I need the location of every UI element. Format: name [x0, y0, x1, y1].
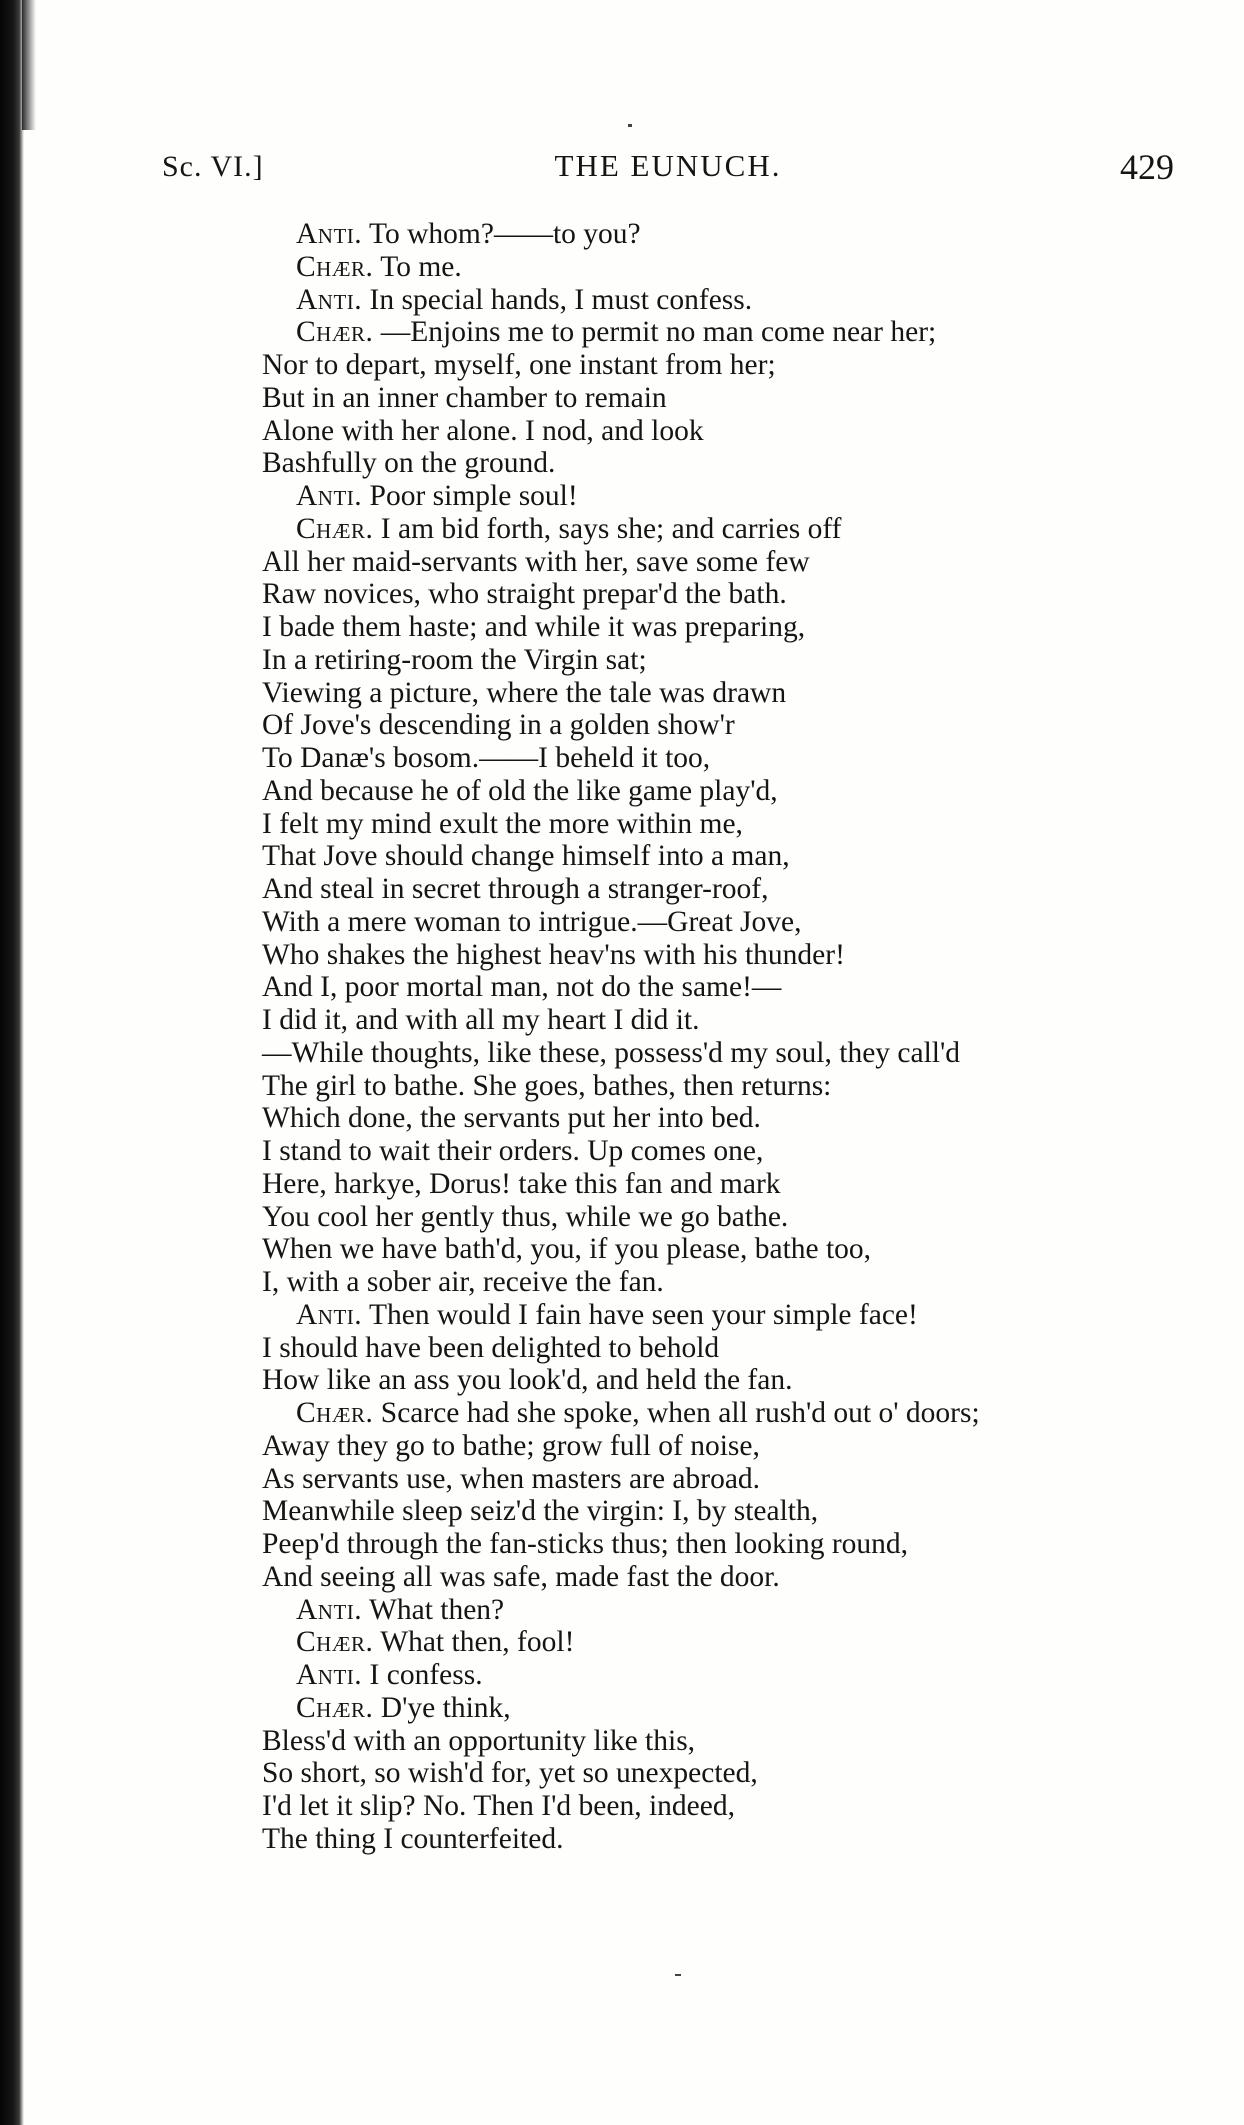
line-text: Which done, the servants put her into bed. [262, 1102, 761, 1135]
line-text: And I, poor mortal man, not do the same!— [262, 971, 782, 1004]
speaker-name: Chær. [296, 250, 374, 283]
speaker-name: Chær. [296, 1626, 374, 1659]
verse-line [262, 1070, 1202, 1103]
verse-line [262, 1299, 1202, 1332]
line-text: The girl to bathe. She goes, bathes, then returns: [262, 1069, 832, 1102]
play-text [262, 218, 1202, 1856]
speaker-name: Anti. [296, 480, 363, 512]
speaker-name: Anti. [296, 1593, 363, 1626]
verse-line [262, 1004, 1202, 1037]
line-text: I'd let it slip? No. Then I'd been, indeed, [262, 1790, 735, 1822]
line-text: —Enjoins me to permit no man come near her; [373, 316, 937, 349]
verse-line [262, 1626, 1202, 1659]
page-number: 429 [1120, 147, 1174, 187]
running-title: THE EUNUCH. [554, 148, 782, 183]
line-text: Raw novices, who straight prepar'd the bath. [262, 578, 787, 611]
line-text: And because he of old the like game play'd, [262, 774, 778, 807]
line-text: You cool her gently thus, while we go bathe. [262, 1200, 789, 1233]
line-text: When we have bath'd, you, if you please, bathe too, [262, 1233, 872, 1266]
verse-line [262, 840, 1202, 873]
book-binding-edge [0, 0, 24, 2125]
line-text: Peep'd through the fan-sticks thus; then looking round, [262, 1528, 909, 1560]
line-text: I stand to wait their orders. Up comes one, [262, 1135, 764, 1167]
line-text: Of Jove's descending in a golden show'r [262, 709, 735, 742]
verse-line [262, 578, 1202, 611]
print-speck [628, 124, 632, 127]
line-text: I bade them haste; and while it was preparing, [262, 611, 806, 643]
line-text: All her maid-servants with her, save some few [262, 545, 810, 578]
verse-line [262, 1659, 1202, 1692]
speaker-name: Anti. [296, 283, 363, 316]
verse-line [262, 939, 1202, 972]
line-text: Alone with her alone. I nod, and look [262, 414, 704, 447]
verse-line [262, 677, 1202, 710]
speaker-name: Chær. [296, 316, 374, 349]
speaker-name: Chær. [296, 1397, 374, 1429]
verse-line [262, 1430, 1202, 1463]
line-text: To whom?——to you? [362, 218, 641, 250]
verse-line [262, 1102, 1202, 1135]
line-text: Viewing a picture, where the tale was drawn [262, 676, 787, 709]
line-text: And seeing all was safe, made fast the door. [262, 1560, 780, 1593]
line-text: Bless'd with an opportunity like this, [262, 1724, 696, 1757]
verse-line [262, 349, 1202, 382]
verse-line [262, 284, 1202, 317]
line-text: With a mere woman to intrigue.—Great Jove, [262, 905, 802, 938]
verse-line [262, 1037, 1202, 1070]
verse-line [262, 1168, 1202, 1201]
line-text: In special hands, I must confess. [362, 283, 753, 316]
verse-line [262, 775, 1202, 808]
verse-line [262, 971, 1202, 1004]
verse-line [262, 1233, 1202, 1266]
running-header [162, 146, 1174, 194]
verse-line [262, 1463, 1202, 1496]
line-text: That Jove should change himself into a man, [262, 840, 790, 873]
line-text: But in an inner chamber to remain [262, 381, 667, 414]
line-text: Here, harkye, Dorus! take this fan and mark [262, 1167, 781, 1200]
verse-line [262, 1495, 1202, 1528]
verse-line [262, 447, 1202, 480]
speaker-name: Anti. [296, 1659, 363, 1691]
verse-line [262, 611, 1202, 644]
verse-line [262, 644, 1202, 677]
verse-line [262, 218, 1202, 251]
verse-line [262, 382, 1202, 415]
verse-line [262, 1364, 1202, 1397]
verse-line [262, 906, 1202, 939]
line-text: Poor simple soul! [362, 480, 578, 512]
line-text: Away they go to bathe; grow full of noise, [262, 1429, 760, 1462]
verse-line [262, 480, 1202, 513]
line-text: The thing I counterfeited. [262, 1822, 564, 1855]
line-text: Who shakes the highest heav'ns with his thunder! [262, 938, 845, 971]
verse-line [262, 1561, 1202, 1594]
verse-line [262, 513, 1202, 546]
speaker-name: Anti. [296, 218, 363, 250]
line-text: What then? [362, 1593, 505, 1626]
speaker-name: Chær. [296, 1691, 374, 1724]
verse-line [262, 1594, 1202, 1627]
verse-line [262, 873, 1202, 906]
verse-line [262, 415, 1202, 448]
line-text: Bashfully on the ground. [262, 447, 556, 480]
verse-line [262, 251, 1202, 284]
speaker-name: Anti. [296, 1298, 363, 1331]
verse-line [262, 1790, 1202, 1823]
line-text: In a retiring-room the Virgin sat; [262, 643, 647, 676]
print-speck [675, 1974, 681, 1976]
line-text: How like an ass you look'd, and held the fan. [262, 1364, 793, 1397]
verse-line [262, 1528, 1202, 1561]
line-text: Scarce had she spoke, when all rush'd out o' doors; [373, 1397, 980, 1429]
verse-line [262, 1397, 1202, 1430]
line-text: I confess. [362, 1659, 483, 1691]
verse-line [262, 742, 1202, 775]
line-text: Meanwhile sleep seiz'd the virgin: I, by stealth, [262, 1495, 819, 1528]
verse-line [262, 1692, 1202, 1725]
verse-line [262, 1201, 1202, 1234]
line-text: Then would I fain have seen your simple face! [362, 1298, 918, 1331]
verse-line [262, 1823, 1202, 1856]
line-text: To me. [373, 250, 462, 283]
verse-line [262, 546, 1202, 579]
line-text: To Danæ's bosom.——I beheld it too, [262, 742, 711, 774]
verse-line [262, 1725, 1202, 1758]
verse-line [262, 1757, 1202, 1790]
speaker-name: Chær. [296, 512, 374, 545]
line-text: D'ye think, [373, 1691, 511, 1724]
line-text: I should have been delighted to behold [262, 1331, 720, 1364]
line-text: As servants use, when masters are abroad. [262, 1462, 761, 1495]
line-text: I am bid forth, says she; and carries off [373, 512, 842, 545]
verse-line [262, 709, 1202, 742]
line-text: —While thoughts, like these, possess'd my soul, they call'd [262, 1036, 961, 1069]
line-text: Nor to depart, myself, one instant from her; [262, 349, 776, 381]
verse-line [262, 1332, 1202, 1365]
line-text: So short, so wish'd for, yet so unexpected, [262, 1757, 758, 1790]
verse-line [262, 316, 1202, 349]
book-binding-shadow [22, 0, 36, 130]
line-text: I did it, and with all my heart I did it. [262, 1004, 700, 1036]
scene-reference: Sc. VI.] [162, 150, 264, 183]
verse-line [262, 1135, 1202, 1168]
line-text: And steal in secret through a stranger-roof, [262, 873, 769, 905]
line-text: I, with a sober air, receive the fan. [262, 1266, 664, 1298]
line-text: I felt my mind exult the more within me, [262, 807, 743, 840]
line-text: What then, fool! [373, 1626, 575, 1659]
verse-line [262, 808, 1202, 841]
verse-line [262, 1266, 1202, 1299]
